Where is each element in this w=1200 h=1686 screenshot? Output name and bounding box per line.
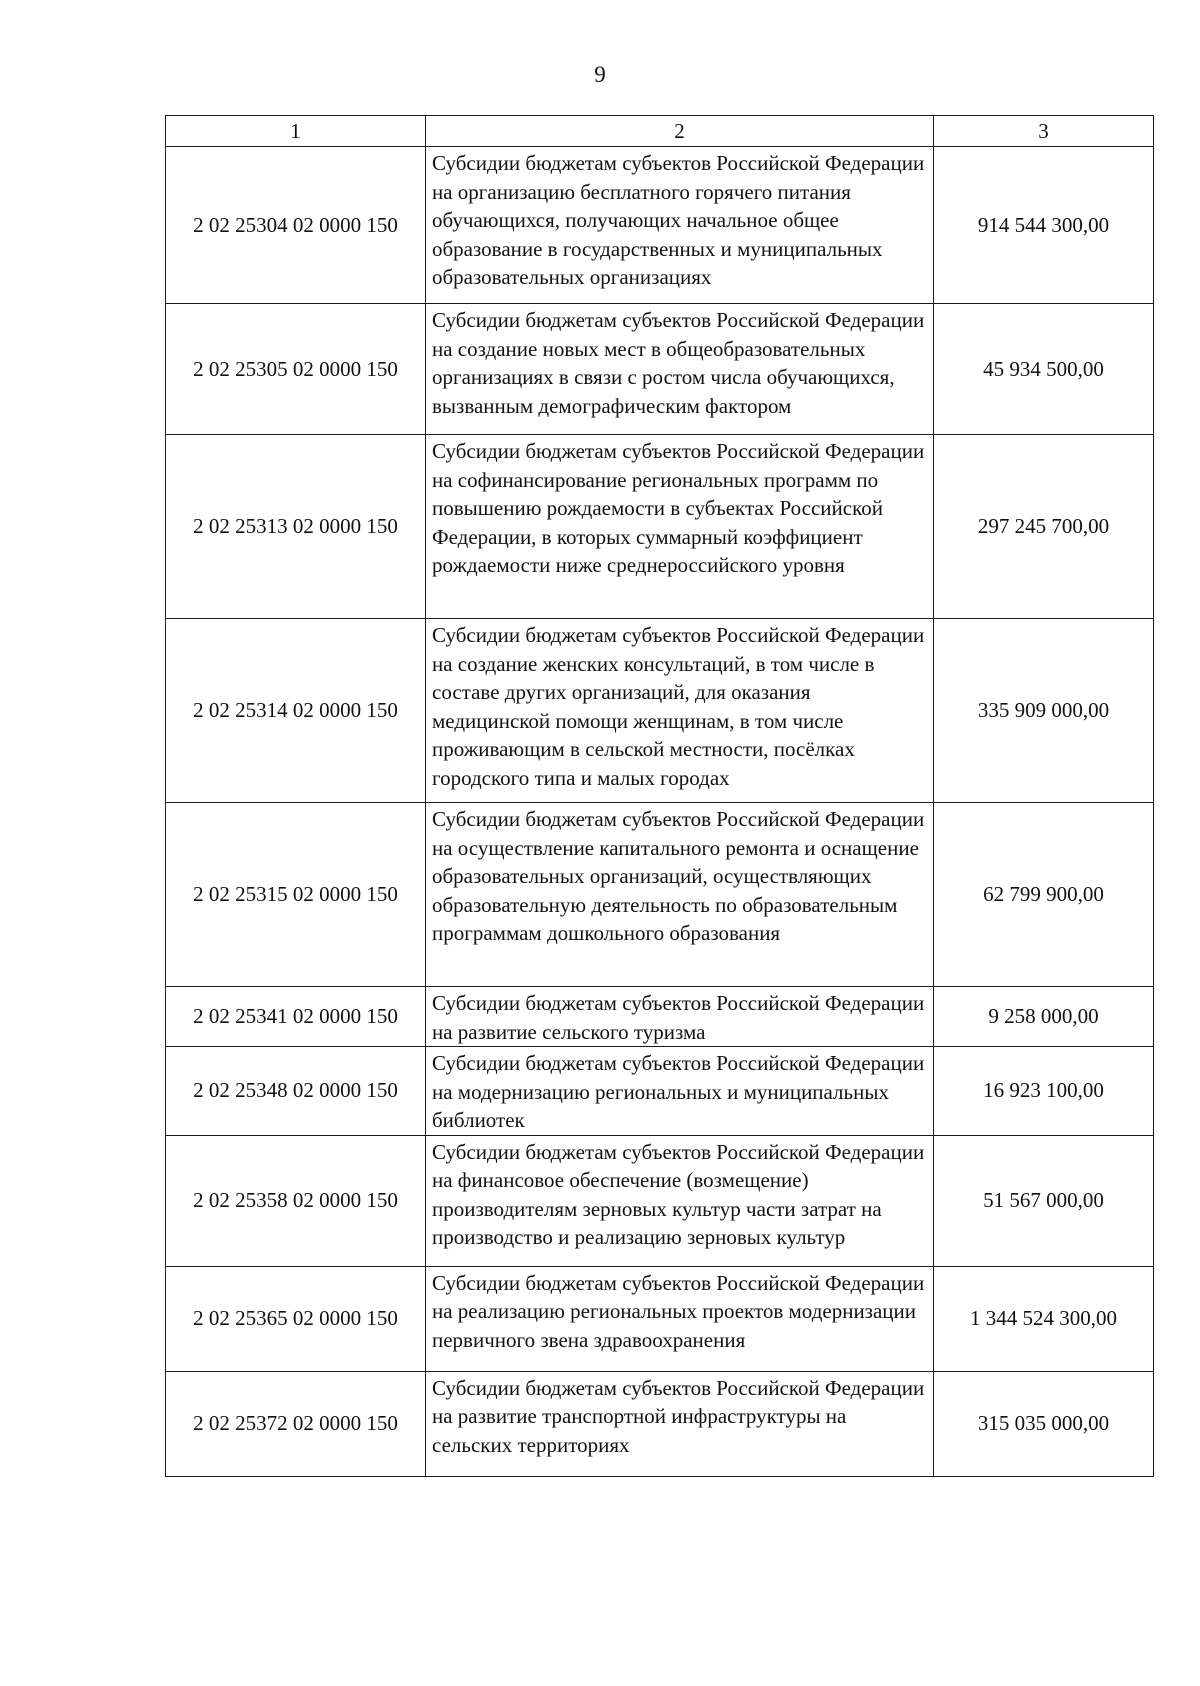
subsidy-description: Субсидии бюджетам субъектов Российской Федерации на осуществление капитального ремонта и оснащение образовательных организаций, осуществляющих образовательную деятельность по образовательным программам дошкольного образования bbox=[426, 803, 934, 987]
amount: 62 799 900,00 bbox=[934, 803, 1154, 987]
amount: 45 934 500,00 bbox=[934, 304, 1154, 435]
budget-code: 2 02 25304 02 0000 150 bbox=[166, 147, 426, 304]
column-header-2: 2 bbox=[426, 116, 934, 147]
budget-code: 2 02 25358 02 0000 150 bbox=[166, 1135, 426, 1266]
subsidy-description: Субсидии бюджетам субъектов Российской Федерации на финансовое обеспечение (возмещение) производителям зерновых культур части затрат на производство и реализацию зерновых культур bbox=[426, 1135, 934, 1266]
table-row bbox=[166, 147, 1154, 304]
amount: 1 344 524 300,00 bbox=[934, 1266, 1154, 1371]
table-row bbox=[166, 1266, 1154, 1371]
column-header-3: 3 bbox=[934, 116, 1154, 147]
subsidy-description: Субсидии бюджетам субъектов Российской Федерации на модернизацию региональных и муниципальных библиотек bbox=[426, 1047, 934, 1136]
table-row bbox=[166, 619, 1154, 803]
budget-code: 2 02 25315 02 0000 150 bbox=[166, 803, 426, 987]
budget-table bbox=[165, 115, 1154, 1477]
subsidy-description: Субсидии бюджетам субъектов Российской Федерации на реализацию региональных проектов модернизации первичного звена здравоохранения bbox=[426, 1266, 934, 1371]
header-row bbox=[166, 116, 1154, 147]
subsidy-description: Субсидии бюджетам субъектов Российской Федерации на развитие сельского туризма bbox=[426, 987, 934, 1047]
subsidy-description: Субсидии бюджетам субъектов Российской Федерации на развитие транспортной инфраструктуры на сельских территориях bbox=[426, 1371, 934, 1476]
budget-code: 2 02 25305 02 0000 150 bbox=[166, 304, 426, 435]
amount: 16 923 100,00 bbox=[934, 1047, 1154, 1136]
page-number: 9 bbox=[594, 62, 606, 87]
subsidy-description: Субсидии бюджетам субъектов Российской Федерации на софинансирование региональных программ по повышению рождаемости в субъектах Российской Федерации, в которых суммарный коэффициент рождаемости ниже среднероссийского уровня bbox=[426, 435, 934, 619]
amount: 9 258 000,00 bbox=[934, 987, 1154, 1047]
subsidy-description: Субсидии бюджетам субъектов Российской Федерации на создание новых мест в общеобразовательных организациях в связи с ростом числа обучающихся, вызванным демографическим фактором bbox=[426, 304, 934, 435]
amount: 297 245 700,00 bbox=[934, 435, 1154, 619]
budget-code: 2 02 25314 02 0000 150 bbox=[166, 619, 426, 803]
amount: 335 909 000,00 bbox=[934, 619, 1154, 803]
subsidy-description: Субсидии бюджетам субъектов Российской Федерации на создание женских консультаций, в том числе в составе других организаций, для оказания медицинской помощи женщинам, в том числе проживающим в сельской местности, посёлках городского типа и малых городах bbox=[426, 619, 934, 803]
budget-code: 2 02 25365 02 0000 150 bbox=[166, 1266, 426, 1371]
amount: 51 567 000,00 bbox=[934, 1135, 1154, 1266]
table-row bbox=[166, 987, 1154, 1047]
column-header-1: 1 bbox=[166, 116, 426, 147]
table-row bbox=[166, 1135, 1154, 1266]
budget-code: 2 02 25341 02 0000 150 bbox=[166, 987, 426, 1047]
table-row bbox=[166, 803, 1154, 987]
table-row bbox=[166, 1047, 1154, 1136]
budget-code: 2 02 25348 02 0000 150 bbox=[166, 1047, 426, 1136]
table-row bbox=[166, 1371, 1154, 1476]
subsidy-description: Субсидии бюджетам субъектов Российской Федерации на организацию бесплатного горячего питания обучающихся, получающих начальное общее образование в государственных и муниципальных образовательных организациях bbox=[426, 147, 934, 304]
budget-code: 2 02 25372 02 0000 150 bbox=[166, 1371, 426, 1476]
budget-code: 2 02 25313 02 0000 150 bbox=[166, 435, 426, 619]
table-row bbox=[166, 435, 1154, 619]
amount: 914 544 300,00 bbox=[934, 147, 1154, 304]
amount: 315 035 000,00 bbox=[934, 1371, 1154, 1476]
table-row bbox=[166, 304, 1154, 435]
